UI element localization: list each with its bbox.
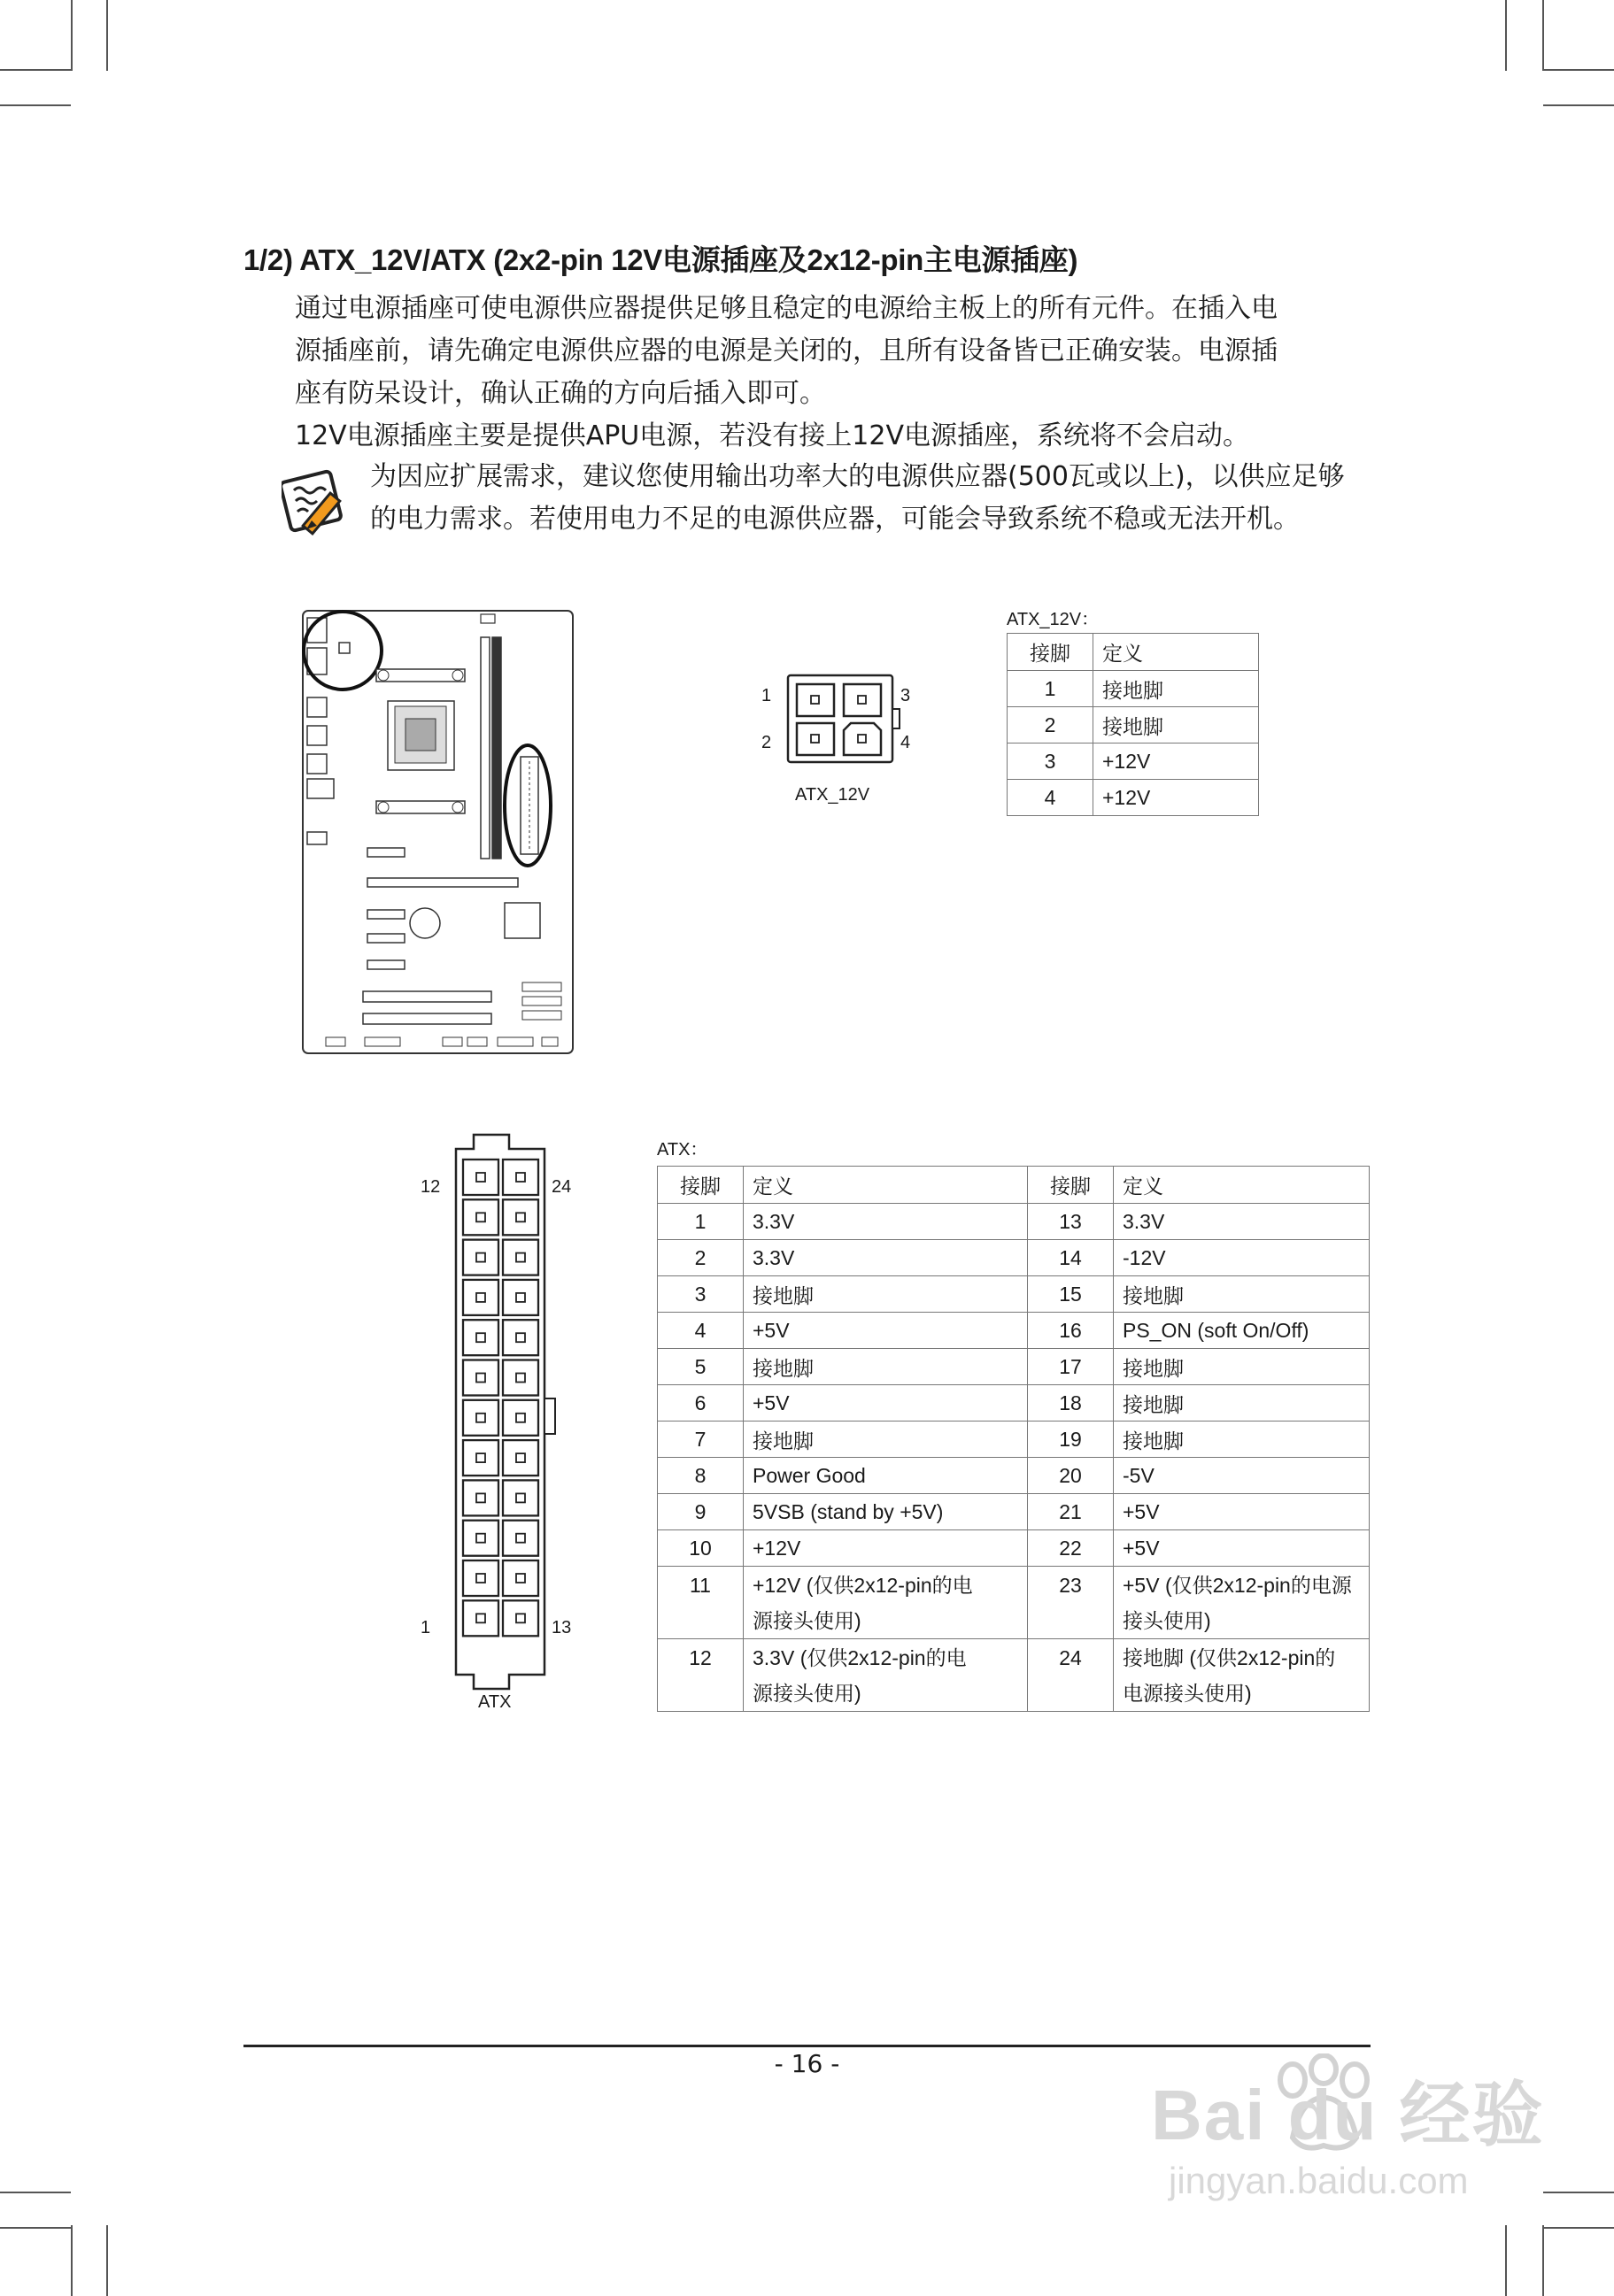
atx-connector-diagram [412,1133,589,1717]
connector-pin-hole [476,1414,485,1422]
crop-mark [106,0,108,71]
table-row [658,1458,1370,1494]
definition-line: 电源接头使用) [1123,1682,1252,1705]
definition-cell: 接地脚 [744,1349,1028,1385]
definition-cell: 接地脚 [1114,1422,1370,1458]
table-row [658,1530,1370,1567]
crop-mark [71,2225,73,2296]
table-header-row [1008,634,1259,671]
definition-cell: +5V [744,1385,1028,1422]
definition-line: 3.3V (仅供2x12-pin的电 [753,1646,967,1669]
crop-mark [0,104,71,106]
definition-cell: +12V [744,1530,1028,1567]
table-row [658,1349,1370,1385]
crop-mark [1542,2225,1544,2296]
intro-paragraph [295,288,1371,458]
definition-cell: 接地脚 [1093,671,1259,707]
connector-pin-hole [516,1213,525,1221]
definition-cell: 接地脚 [744,1276,1028,1313]
intro-line: 座有防呆设计，确认正确的方向后插入即可。 [295,378,826,409]
definition-cell [744,1639,1028,1712]
pin-label: 3 [900,686,911,705]
table-row [658,1422,1370,1458]
pin-cell: 20 [1028,1458,1114,1494]
connector-pin-hole [516,1453,525,1462]
definition-cell: 3.3V [744,1240,1028,1276]
apu-power-line: 12V电源插座主要是提供APU电源，若没有接上12V电源插座，系统将不会启动。 [295,420,1249,451]
pin-cell: 14 [1028,1240,1114,1276]
note-line: 的电力需求。若使用电力不足的电源供应器，可能会导致系统不稳或无法开机。 [370,504,1300,535]
pin-label: 1 [761,686,772,705]
definition-cell: 3.3V [1114,1204,1370,1240]
power-note [370,456,1375,541]
definition-cell: 接地脚 [1114,1385,1370,1422]
connector-caption: ATX_12V [795,785,870,805]
pin-cell: 24 [1028,1639,1114,1712]
definition-line: 接头使用) [1123,1609,1211,1632]
connector-pin-hole [476,1453,485,1462]
crop-mark [0,2192,71,2193]
header-definition: 定义 [1093,634,1259,671]
pin-cell: 2 [1008,707,1093,744]
intro-line: 通过电源插座可使电源供应器提供足够且稳定的电源给主板上的所有元件。在插入电 [295,293,1278,324]
definition-cell: +5V [744,1313,1028,1349]
crop-mark [1542,0,1544,71]
connector-pin-hole [476,1374,485,1383]
pin-cell: 21 [1028,1494,1114,1530]
pin-cell: 2 [658,1240,744,1276]
pin-cell: 13 [1028,1204,1114,1240]
connector-pin-hole [516,1173,525,1182]
pin-cell: 11 [658,1567,744,1639]
crop-mark [1543,2192,1614,2193]
pin-cell: 9 [658,1494,744,1530]
connector-pin-hole [516,1493,525,1502]
definition-cell: +5V [1114,1494,1370,1530]
pin-cell: 18 [1028,1385,1114,1422]
table-row [1008,780,1259,816]
pin-label: 13 [552,1618,572,1637]
connector-pin-hole [516,1574,525,1583]
table-row [1008,744,1259,780]
atx12v-connector-diagram [753,668,930,810]
crop-mark [0,69,71,71]
section-title: 1/2) ATX_12V/ATX (2x2-pin 12V电源插座及2x12-pin主电源插座) [243,243,1078,276]
pin-cell: 12 [658,1639,744,1712]
footer-rule [243,2045,1371,2047]
crop-mark [1543,2227,1614,2229]
pin-cell: 5 [658,1349,744,1385]
connector-pin-hole [516,1293,525,1302]
pin-cell: 22 [1028,1530,1114,1567]
table-row [658,1276,1370,1313]
table-row [1008,671,1259,707]
pin-cell: 10 [658,1530,744,1567]
definition-cell: 3.3V [744,1204,1028,1240]
atx12v-table-caption: ATX_12V： [1007,610,1100,629]
pin-cell: 15 [1028,1276,1114,1313]
connector-pin-hole [476,1574,485,1583]
definition-cell: +5V [1114,1530,1370,1567]
definition-cell: Power Good [744,1458,1028,1494]
crop-mark [0,2227,71,2229]
header-definition: 定义 [744,1167,1028,1204]
atx-pin-table [657,1166,1370,1712]
pin-label: 4 [900,733,911,752]
pin-cell: 1 [658,1204,744,1240]
definition-cell [1114,1639,1370,1712]
atx-table-caption: ATX： [657,1140,708,1160]
table-row [658,1240,1370,1276]
connector-pin-hole [476,1253,485,1262]
table-row [1008,707,1259,744]
intro-line: 源插座前，请先确定电源供应器的电源是关闭的，且所有设备皆已正确安装。电源插 [295,335,1278,366]
definition-cell: 接地脚 [744,1422,1028,1458]
crop-mark [106,2225,108,2296]
atx12v-pin-table [1007,633,1259,816]
definition-cell: 接地脚 [1114,1349,1370,1385]
pin-cell: 4 [658,1313,744,1349]
crop-mark [1505,2225,1507,2296]
motherboard-diagram [292,602,584,1062]
definition-cell: +12V [1093,744,1259,780]
crop-mark [1505,0,1507,71]
definition-cell: -12V [1114,1240,1370,1276]
table-header-row [658,1167,1370,1204]
table-row [658,1494,1370,1530]
header-pin: 接脚 [1028,1167,1114,1204]
pin-cell: 1 [1008,671,1093,707]
definition-line: +12V (仅供2x12-pin的电 [753,1574,973,1597]
page-number: - 16 - [774,2049,840,2078]
header-pin: 接脚 [658,1167,744,1204]
pin-label: 24 [552,1177,572,1197]
header-definition: 定义 [1114,1167,1370,1204]
pin-cell: 16 [1028,1313,1114,1349]
crop-mark [1543,104,1614,106]
pin-label: 2 [761,733,772,752]
connector-pin-hole [476,1333,485,1342]
watermark-brand: Bai du 经验 [1151,2076,1545,2154]
pin-cell: 8 [658,1458,744,1494]
definition-cell [744,1567,1028,1639]
connector-pin-hole [476,1493,485,1502]
connector-pin-hole [476,1534,485,1543]
pin-cell: 23 [1028,1567,1114,1639]
connector-pin-hole [516,1614,525,1622]
connector-pin-hole [516,1333,525,1342]
crop-mark [71,0,73,71]
connector-caption: ATX [478,1692,512,1712]
watermark-url: jingyan.baidu.com [1169,2160,1469,2201]
pin-cell: 7 [658,1422,744,1458]
definition-line: 接地脚 (仅供2x12-pin的 [1123,1646,1336,1669]
pin-cell: 4 [1008,780,1093,816]
pin-cell: 3 [658,1276,744,1313]
definition-cell [1114,1567,1370,1639]
table-row [658,1567,1370,1639]
pin-label: 12 [421,1177,441,1197]
definition-cell: +12V [1093,780,1259,816]
definition-cell: -5V [1114,1458,1370,1494]
pin-cell: 3 [1008,744,1093,780]
definition-cell: PS_ON (soft On/Off) [1114,1313,1370,1349]
connector-pin-hole [516,1534,525,1543]
header-pin: 接脚 [1008,634,1093,671]
pin-cell: 17 [1028,1349,1114,1385]
pin-cell: 19 [1028,1422,1114,1458]
crop-mark [1543,69,1614,71]
table-row [658,1385,1370,1422]
note-line: 为因应扩展需求，建议您使用输出功率大的电源供应器(500瓦或以上)，以供应足够 [370,461,1345,492]
definition-line: 源接头使用) [753,1682,861,1705]
table-row [658,1313,1370,1349]
definition-cell: 5VSB (stand by +5V) [744,1494,1028,1530]
connector-pin-hole [476,1213,485,1221]
pin-label: 1 [421,1618,431,1637]
definition-line: 源接头使用) [753,1609,861,1632]
definition-line: +5V (仅供2x12-pin的电源 [1123,1574,1352,1597]
pin-cell: 6 [658,1385,744,1422]
note-pencil-icon [282,467,361,536]
connector-pin-hole [476,1173,485,1182]
table-row [658,1639,1370,1712]
connector-pin-hole [476,1614,485,1622]
connector-pin-hole [516,1374,525,1383]
definition-cell: 接地脚 [1114,1276,1370,1313]
connector-pin-hole [516,1253,525,1262]
connector-pin-hole [476,1293,485,1302]
table-row [658,1204,1370,1240]
definition-cell: 接地脚 [1093,707,1259,744]
connector-pin-hole [516,1414,525,1422]
